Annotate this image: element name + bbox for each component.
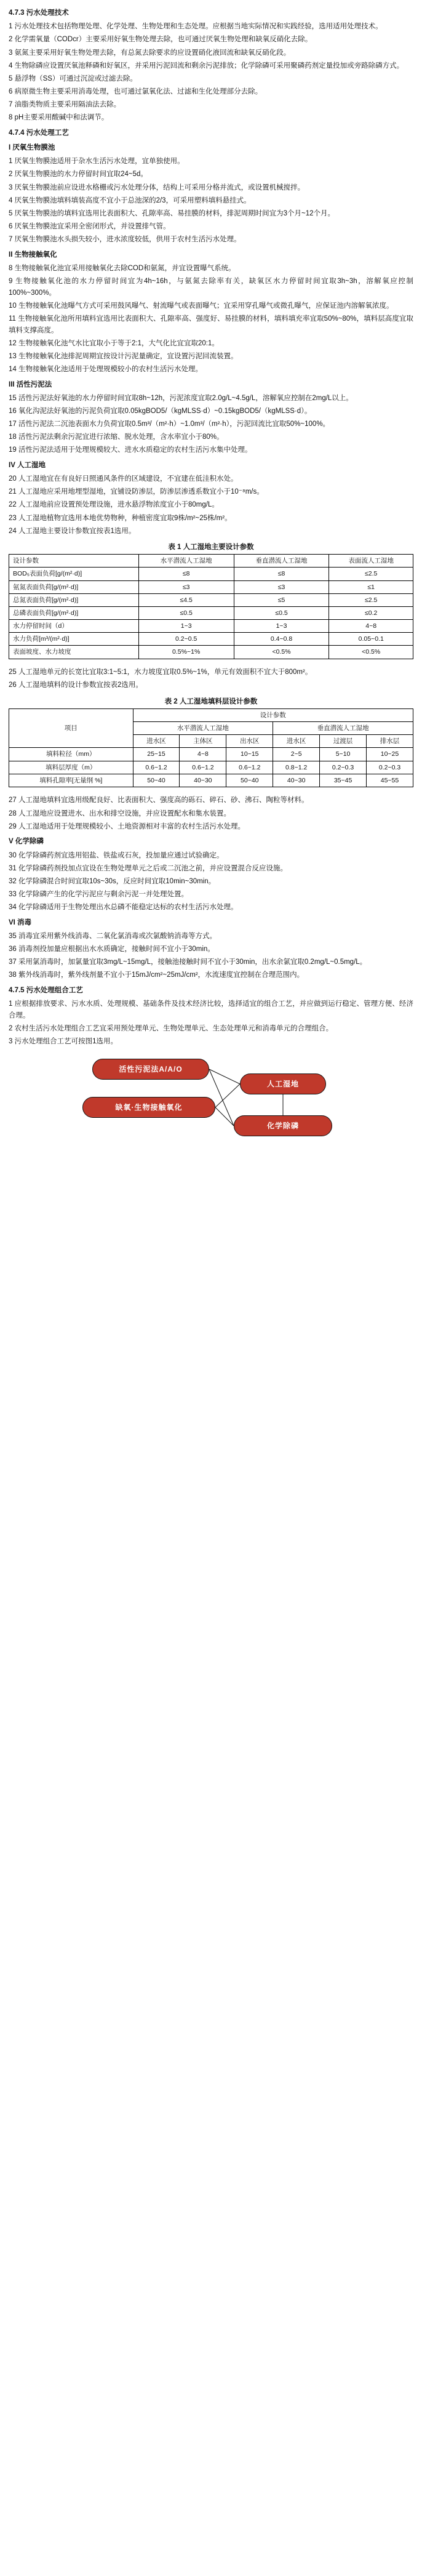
table-cell: 35~45 xyxy=(320,774,367,787)
figure-node-anoxic-biofilm: 缺氧·生物接触氧化 xyxy=(82,1097,215,1118)
table-cell: 25~15 xyxy=(133,748,180,761)
table-cell: 4~8 xyxy=(329,620,413,633)
table-cell: 氨氮表面负荷[g/(m²·d)] xyxy=(9,580,139,593)
clause-paragraph: 1 应根据排放要求、污水水质、处理规模、基础条件及技术经济比较，选择适宜的组合工艺，并应做到运行稳定、管理方便、经济合理。 xyxy=(9,1000,413,1019)
clause-paragraph: 28 人工湿地应设置进水、出水和排空设施，并应设置配水和集水装置。 xyxy=(9,809,231,817)
clause-paragraph: 21 人工湿地应采用地埋型湿地，宜铺设防渗层，防渗层渗透系数宜小于10⁻⁸m/s。 xyxy=(9,488,264,496)
clause-paragraph: 3 污水处理组合工艺可按图1选用。 xyxy=(9,1038,117,1046)
table-cell: 填料孔隙率[无量纲 %] xyxy=(9,774,133,787)
clause-paragraph: 8 pH主要采用酸碱中和法调节。 xyxy=(9,114,109,122)
table-cell: ≤4.5 xyxy=(138,593,234,606)
clause-paragraph: 3 氨氮主要采用好氧生物处理去除，有总氮去除要求的应设置硝化液回流和缺氧反硝化段。 xyxy=(9,49,291,57)
table-cell: 0.8~1.2 xyxy=(273,761,320,774)
clause-paragraph: 1 厌氧生物膜池适用于杂水生活污水处理，宜单独使用。 xyxy=(9,158,185,166)
table-cell: 10~25 xyxy=(367,748,413,761)
clause-paragraph: 33 化学除磷产生的化学污泥应与剩余污泥一并处理处置。 xyxy=(9,890,188,898)
section-heading: 4.7.3 污水处理技术 xyxy=(9,9,69,17)
clause-paragraph: 29 人工湿地适用于处理规模较小、土地资源相对丰富的农村生活污水处理。 xyxy=(9,822,245,830)
clause-paragraph: 35 消毒宜采用紫外线消毒、二氧化氯消毒或次氯酸钠消毒等方式。 xyxy=(9,932,217,940)
clause-paragraph: 32 化学除磷混合时间宜取10s~30s，反应时间宜取10min~30min。 xyxy=(9,877,216,885)
table-cell: ≤0.5 xyxy=(234,606,329,619)
table-cell: ≤0.5 xyxy=(138,606,234,619)
table-cell: BOD₅表面负荷[g/(m²·d)] xyxy=(9,568,139,580)
clause-paragraph: 31 化学除磷药剂投加点宜设在生物处理单元之后或二沉池之前，并应设置混合反应设施。 xyxy=(9,864,287,872)
table-cell: 2~5 xyxy=(273,748,320,761)
table-cell: 40~30 xyxy=(180,774,226,787)
table-cell: 0.4~0.8 xyxy=(234,633,329,646)
table-row xyxy=(9,606,413,619)
clause-paragraph: 4 生物除磷应设置厌氧池释磷和好氧区，并采用污泥回流和剩余污泥排放；化学除磷可采用聚磷药剂定量投加或旁路除磷方式。 xyxy=(9,62,404,70)
table-cell: ≤2.5 xyxy=(329,568,413,580)
table-cell: ≤3 xyxy=(234,580,329,593)
section-heading: V 化学除磷 xyxy=(9,838,44,846)
spacer xyxy=(9,787,413,793)
clause-paragraph: 23 人工湿地植物宜选用本地优势物种，种植密度宜取9株/m²~25株/m²。 xyxy=(9,514,232,522)
table-header-cell: 设计参数 xyxy=(133,708,413,721)
document-page xyxy=(0,0,422,1167)
clause-paragraph: 20 人工湿地宜在有良好日照通风条件的区域建设，不宜建在低洼积水处。 xyxy=(9,475,238,483)
table-cell: 5~10 xyxy=(320,748,367,761)
table-cell: 45~55 xyxy=(367,774,413,787)
figure-node-activated-sludge: 活性污泥法A/A/O xyxy=(92,1059,209,1080)
table-row xyxy=(9,646,413,659)
figure-canvas xyxy=(79,1056,343,1149)
clause-paragraph: 10 生物接触氧化池曝气方式可采用鼓风曝气、射流曝气或表面曝气；宜采用穿孔曝气或微孔曝气，应保证池内溶解氧浓度。 xyxy=(9,302,394,310)
section-heading: VI 消毒 xyxy=(9,918,32,926)
table-header-cell: 排水层 xyxy=(367,735,413,748)
section-heading: II 生物接触氧化 xyxy=(9,251,57,259)
table-header-cell: 出水区 xyxy=(226,735,273,748)
clause-paragraph: 17 活性污泥法二沉池表面水力负荷宜取0.5m³/（m²·h）~1.0m³/（m²·h），污泥回流比宜取50%~100%。 xyxy=(9,420,330,428)
clause-paragraph: 25 人工湿地单元的长宽比宜取3:1~5:1，水力坡度宜取0.5%~1%，单元有效面积不宜大于800m²。 xyxy=(9,668,313,676)
figure-node-constructed-wetland: 人工湿地 xyxy=(240,1073,326,1094)
table-cell: ≤3 xyxy=(138,580,234,593)
clause-paragraph: 6 病原微生物主要采用消毒处理，也可通过氯氧化法、过滤和生化处理部分去除。 xyxy=(9,87,263,95)
section-heading: I 厌氧生物膜池 xyxy=(9,144,55,151)
clause-paragraph: 15 活性污泥法好氧池的水力停留时间宜取8h~12h，污泥浓度宜取2.0g/L~4.5g/L，溶解氧应控制在2mg/L以上。 xyxy=(9,394,353,402)
section-heading: IV 人工湿地 xyxy=(9,461,46,469)
table-cell: 40~30 xyxy=(273,774,320,787)
clause-paragraph: 7 油脂类物质主要采用隔油法去除。 xyxy=(9,101,121,108)
table-cell: 表面坡度、水力坡度 xyxy=(9,646,139,659)
table-cell: 0.6~1.2 xyxy=(133,761,180,774)
clause-paragraph: 22 人工湿地前应设置预处理设施，进水悬浮物浓度宜小于80mg/L。 xyxy=(9,501,219,509)
table-cell: 1~3 xyxy=(234,620,329,633)
table-header-cell: 垂直潜流人工湿地 xyxy=(273,722,413,735)
table-cell: <0.5% xyxy=(329,646,413,659)
table-cell: 0.2~0.5 xyxy=(138,633,234,646)
table-row xyxy=(9,568,413,580)
clause-paragraph: 2 农村生活污水处理组合工艺宜采用预处理单元、生物处理单元、生态处理单元和消毒单元的合理组合。 xyxy=(9,1024,333,1032)
table-cell: 10~15 xyxy=(226,748,273,761)
table-cell: 0.6~1.2 xyxy=(226,761,273,774)
table-row xyxy=(9,620,413,633)
clause-paragraph: 8 生物接触氧化池宜采用接触氧化去除COD和氨氮，并宜设置曝气系统。 xyxy=(9,264,236,272)
table-header-cell: 进水区 xyxy=(133,735,180,748)
clause-paragraph: 14 生物接触氧化池适用于处理规模较小的农村生活污水处理。 xyxy=(9,365,202,373)
table-cell: ≤8 xyxy=(234,568,329,580)
table-header-cell: 主体区 xyxy=(180,735,226,748)
table-wetland-media-params xyxy=(9,708,413,787)
table-cell: 填料层厚度（m） xyxy=(9,761,133,774)
table-cell: ≤0.2 xyxy=(329,606,413,619)
table-cell: 总磷表面负荷[g/(m²·d)] xyxy=(9,606,139,619)
table-cell: 0.2~0.3 xyxy=(367,761,413,774)
table-row xyxy=(9,593,413,606)
table-cell: ≤1 xyxy=(329,580,413,593)
table-caption: 表 1 人工湿地主要设计参数 xyxy=(168,544,254,552)
clause-paragraph: 26 人工湿地填料的设计参数宜按表2选用。 xyxy=(9,681,143,689)
clause-paragraph: 38 紫外线消毒时，紫外线剂量不宜小于15mJ/cm²~25mJ/cm²，水流速度宜控制在合理范围内。 xyxy=(9,971,305,979)
section-heading: III 活性污泥法 xyxy=(9,380,52,388)
table-cell: 0.2~0.3 xyxy=(320,761,367,774)
table-header-cell: 进水区 xyxy=(273,735,320,748)
table-header-cell: 水平潜流人工湿地 xyxy=(138,555,234,568)
table-cell: ≤8 xyxy=(138,568,234,580)
table-cell: ≤5 xyxy=(234,593,329,606)
clause-paragraph: 19 活性污泥法适用于处理规模较大、进水水质稳定的农村生活污水集中处理。 xyxy=(9,446,252,454)
table-cell: 0.6~1.2 xyxy=(180,761,226,774)
table-header-cell: 过渡层 xyxy=(320,735,367,748)
table-cell: 总氮表面负荷[g/(m²·d)] xyxy=(9,593,139,606)
table-cell: <0.5% xyxy=(234,646,329,659)
table-row xyxy=(9,580,413,593)
table-row xyxy=(9,748,413,761)
document-content xyxy=(9,8,413,1048)
clause-paragraph: 5 悬浮物（SS）可通过沉淀或过滤去除。 xyxy=(9,74,137,82)
table-cell: 水力停留时间（d） xyxy=(9,620,139,633)
clause-paragraph: 37 采用氯消毒时，加氯量宜取3mg/L~15mg/L，接触池接触时间不宜小于30min，出水余氯宜取0.2mg/L~0.5mg/L。 xyxy=(9,958,367,966)
clause-paragraph: 36 消毒剂投加量应根据出水水质确定，接触时间不宜小于30min。 xyxy=(9,945,215,953)
clause-paragraph: 9 生物接触氧化池的水力停留时间宜为4h~16h，与氨氮去除率有关，缺氧区水力停留时间宜取3h~3h，溶解氧应控制100%~300%。 xyxy=(9,278,413,297)
clause-paragraph: 12 生物接触氧化池气水比宜取小于等于2:1，大气化比宜宜取20:1。 xyxy=(9,339,219,347)
section-heading: 4.7.4 污水处理工艺 xyxy=(9,129,69,137)
table-row xyxy=(9,633,413,646)
table-cell: 50~40 xyxy=(226,774,273,787)
table-header-cell: 项目 xyxy=(9,708,133,748)
clause-paragraph: 2 化学需氧量（CODcr）主要采用好氧生物处理去除，也可通过厌氧生物处理和缺氧反硝化去除。 xyxy=(9,36,313,44)
clause-paragraph: 27 人工湿地填料宜选用级配良好、比表面积大、强度高的砾石、碎石、砂、沸石、陶粒等材料。 xyxy=(9,796,309,804)
clause-paragraph: 18 活性污泥法剩余污泥宜进行浓缩、脱水处理，含水率宜小于80%。 xyxy=(9,433,224,441)
clause-paragraph: 2 厌氧生物膜池的水力停留时间宜取24~5d。 xyxy=(9,171,148,179)
table-cell: 填料粒径（mm） xyxy=(9,748,133,761)
clause-paragraph: 16 氧化沟泥法好氧池的污泥负荷宜取0.05kgBOD5/（kgMLSS·d）~0.15kgBOD5/（kgMLSS·d）。 xyxy=(9,407,312,415)
clause-paragraph: 11 生物接触氧化池所用填料宜选用比表面积大、孔隙率高、强度好、易挂膜的材料，填料填充率宜取50%~80%，填料层高度宜取填料支撑高度。 xyxy=(9,315,413,334)
clause-paragraph: 24 人工湿地主要设计参数宜按表1选用。 xyxy=(9,527,136,535)
clause-paragraph: 3 厌氧生物膜池前应设进水格栅或污水处理分体，结构上可采用分格并流式，或设置机械搅拌。 xyxy=(9,183,305,191)
section-heading: 4.7.5 污水处理组合工艺 xyxy=(9,986,83,994)
clause-paragraph: 13 生物接触氧化池排泥周期宜按设计污泥量确定，宜设置污泥回流装置。 xyxy=(9,352,238,360)
table-cell: 50~40 xyxy=(133,774,180,787)
table-cell: 4~8 xyxy=(180,748,226,761)
table-cell: 1~3 xyxy=(138,620,234,633)
process-flow-figure xyxy=(9,1056,413,1149)
table-cell: 水力负荷[m³/(m²·d)] xyxy=(9,633,139,646)
clause-paragraph: 5 厌氧生物膜池的填料宜选用比表面积大、孔隙率高、易挂膜的材料，排泥周期时间宜为3个月~12个月。 xyxy=(9,209,335,217)
table-cell: 0.5%~1% xyxy=(138,646,234,659)
table-wetland-design-params xyxy=(9,554,413,659)
table-row xyxy=(9,761,413,774)
clause-paragraph: 4 厌氧生物膜池填料填装高度不宜小于总池深的2/3，可采用塑料填料悬挂式。 xyxy=(9,196,251,204)
figure-node-chemical-phosphorus-removal: 化学除磷 xyxy=(234,1115,332,1136)
clause-paragraph: 34 化学除磷适用于生物处理出水总磷不能稳定达标的农村生活污水处理。 xyxy=(9,904,238,912)
spacer xyxy=(9,659,413,665)
table-header-cell: 水平潜流人工湿地 xyxy=(133,722,273,735)
table-cell: ≤2.5 xyxy=(329,593,413,606)
clause-paragraph: 6 厌氧生物膜池宜采用全密闭形式，并设置排气管。 xyxy=(9,222,170,230)
table-header-cell: 设计参数 xyxy=(9,555,139,568)
table-header-cell: 表面流人工湿地 xyxy=(329,555,413,568)
table-row xyxy=(9,774,413,787)
clause-paragraph: 1 污水处理技术包括物理处理、化学处理、生物处理和生态处理。应根据当地实际情况和实践经验，选用适用处理技术。 xyxy=(9,23,383,31)
clause-paragraph: 30 化学除磷药剂宜选用铝盐、铁盐或石灰，投加量应通过试验确定。 xyxy=(9,851,224,859)
table-caption: 表 2 人工湿地填料层设计参数 xyxy=(164,697,258,705)
clause-paragraph: 7 厌氧生物膜池水头损失较小，进水浓度较低，供用于农村生活污水处理。 xyxy=(9,236,241,243)
table-header-cell: 垂直潜流人工湿地 xyxy=(234,555,329,568)
table-cell: 0.05~0.1 xyxy=(329,633,413,646)
